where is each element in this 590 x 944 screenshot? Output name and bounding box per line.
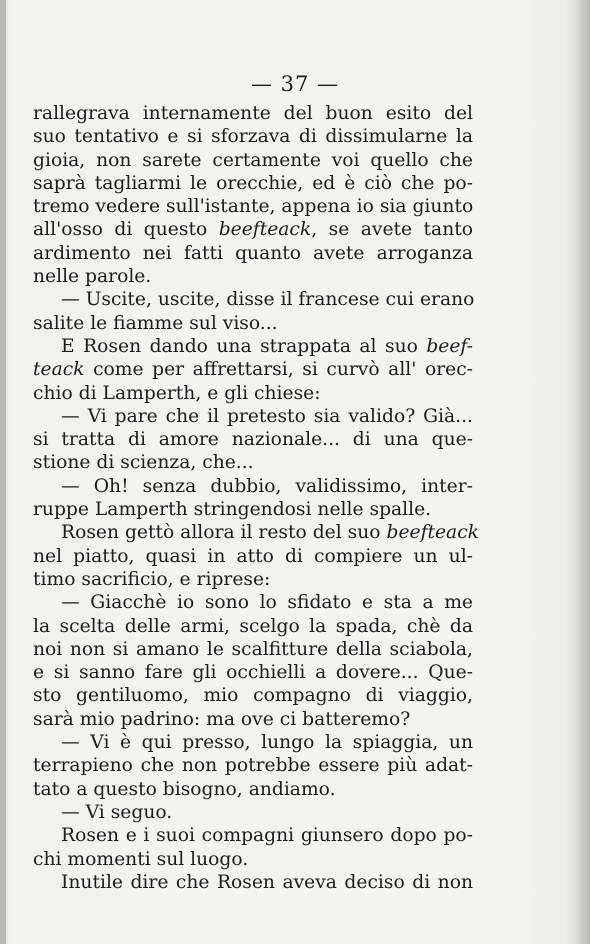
text-segment: E Rosen dando una strappata al suo bbox=[61, 335, 427, 357]
text-segment: — Uscite, uscite, disse il francese cui erano bbox=[61, 289, 475, 311]
text-segment: all'osso di questo bbox=[33, 219, 219, 241]
text-line bbox=[33, 824, 473, 847]
text-line bbox=[33, 708, 473, 731]
italic-word: teack bbox=[33, 359, 85, 381]
text-line bbox=[33, 358, 473, 381]
text-line bbox=[33, 195, 473, 218]
text-segment: chio di Lamperth, e gli chiese: bbox=[33, 382, 321, 404]
text-line bbox=[33, 335, 473, 358]
text-line bbox=[33, 731, 473, 754]
text-line bbox=[33, 591, 473, 614]
text-segment: tremo vedere sull'istante, appena io sia giunto bbox=[33, 196, 474, 218]
text-line bbox=[33, 125, 473, 148]
text-segment: saprà tagliarmi le orecchie, ed è ciò che po- bbox=[33, 172, 473, 194]
binding-shadow bbox=[0, 0, 6, 944]
page-edge-shadow bbox=[574, 0, 590, 944]
text-line bbox=[33, 428, 473, 451]
text-line bbox=[33, 382, 473, 405]
text-line bbox=[33, 778, 473, 801]
text-segment: stione di scienza, che... bbox=[33, 452, 254, 474]
text-segment: sarà mio padrino: ma ove ci batteremo? bbox=[33, 708, 411, 730]
page-number: — 37 — bbox=[250, 72, 340, 96]
text-line bbox=[33, 521, 479, 544]
text-segment: rallegrava internamente del buon esito del bbox=[33, 103, 473, 124]
text-segment: nel piatto, quasi in atto di compiere un ul- bbox=[33, 545, 473, 567]
text-segment: — Oh! senza dubbio, validissimo, inter- bbox=[61, 475, 473, 497]
text-line bbox=[33, 498, 473, 521]
text-segment: ruppe Lamperth stringendosi nelle spalle. bbox=[33, 499, 432, 521]
text-segment: ardimento nei fatti quanto avete arroganza bbox=[33, 242, 473, 264]
text-line bbox=[33, 545, 473, 568]
body-text bbox=[33, 102, 479, 894]
text-line bbox=[33, 568, 473, 591]
text-segment: Rosen e i suoi compagni giunsero dopo po- bbox=[61, 825, 473, 847]
text-segment: noi non si amano le scalfitture della sciabola, bbox=[33, 638, 473, 660]
text-line bbox=[33, 871, 473, 894]
text-line bbox=[33, 684, 473, 707]
text-line bbox=[33, 102, 473, 125]
text-line bbox=[33, 848, 473, 871]
text-segment: suo tentativo e si sforzava di dissimularne la bbox=[33, 126, 473, 148]
text-segment: gioia, non sarete certamente voi quello che bbox=[33, 149, 473, 171]
text-line bbox=[33, 288, 473, 311]
text-line bbox=[33, 451, 473, 474]
italic-word: beefteack bbox=[218, 219, 312, 241]
text-segment: Rosen gettò allora il resto del suo bbox=[61, 522, 387, 544]
text-segment: timo sacrificio, e riprese: bbox=[33, 568, 271, 590]
text-line bbox=[33, 242, 473, 265]
text-line bbox=[33, 661, 473, 684]
text-line bbox=[33, 801, 473, 824]
text-segment: — Vi è qui presso, lungo la spiaggia, un bbox=[61, 732, 473, 754]
italic-word: beefteack bbox=[386, 522, 479, 544]
text-line bbox=[33, 149, 473, 172]
text-segment: salite le fiamme sul viso... bbox=[33, 312, 278, 334]
text-segment: si tratta di amore nazionale... di una que- bbox=[33, 429, 473, 451]
text-line bbox=[33, 218, 473, 241]
text-line bbox=[33, 638, 473, 661]
text-line bbox=[33, 405, 473, 428]
text-line bbox=[33, 312, 473, 335]
text-segment: tato a questo bisogno, andiamo. bbox=[33, 778, 336, 800]
text-line bbox=[33, 615, 473, 638]
text-segment: Inutile dire che Rosen aveva deciso di non bbox=[61, 871, 473, 893]
text-segment: la scelta delle armi, scelgo la spada, chè da bbox=[33, 615, 473, 637]
text-segment: — Vi pare che il pretesto sia valido? Già... bbox=[61, 405, 473, 427]
text-segment: nelle parole. bbox=[33, 266, 152, 288]
italic-word: beef- bbox=[426, 335, 473, 357]
text-line bbox=[33, 475, 473, 498]
text-segment: terrapieno che non potrebbe essere più adat- bbox=[33, 755, 473, 777]
text-segment: — Vi seguo. bbox=[61, 801, 173, 823]
text-segment: — Giacchè io sono lo sfidato e sta a me bbox=[61, 592, 473, 614]
text-line bbox=[33, 754, 473, 777]
text-segment: chi momenti sul luogo. bbox=[33, 848, 249, 870]
text-segment: come per affrettarsi, si curvò all' orec- bbox=[84, 359, 473, 381]
text-segment: , se avete tanto bbox=[311, 219, 473, 241]
text-segment: e si sanno fare gli occhielli a dovere... Que- bbox=[33, 662, 473, 684]
text-line bbox=[33, 172, 473, 195]
text-segment: sto gentiluomo, mio compagno di viaggio, bbox=[33, 685, 473, 707]
text-line bbox=[33, 265, 473, 288]
